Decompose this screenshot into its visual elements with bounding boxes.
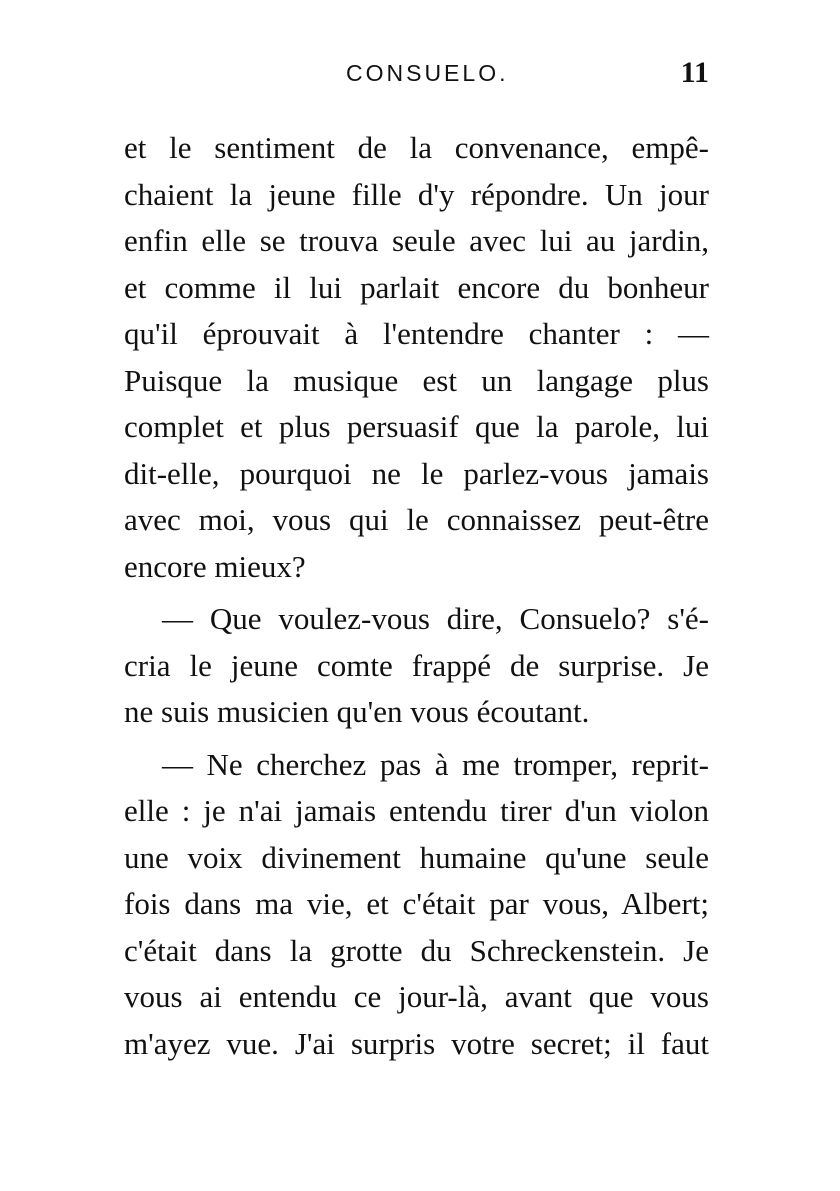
text-line: c'était dans la grotte du Schreckenstein. Je bbox=[124, 932, 709, 968]
text-line: encore mieux? bbox=[124, 548, 306, 584]
text-line: fois dans ma vie, et c'était par vous, Albert; bbox=[124, 886, 709, 921]
text-line: enfin elle se trouva seule avec lui au jardin, bbox=[124, 223, 709, 258]
page-header bbox=[124, 56, 709, 100]
running-title: CONSUELO. bbox=[346, 60, 509, 86]
paragraph bbox=[124, 596, 709, 736]
text-line: et comme il lui parlait encore du bonheur bbox=[124, 269, 709, 305]
text-line: — Ne cherchez pas à me tromper, reprit- bbox=[162, 746, 709, 782]
text-line: avec moi, vous qui le connaissez peut-être bbox=[124, 502, 709, 537]
text-line: et le sentiment de la convenance, empê- bbox=[124, 130, 709, 165]
text-line: — Que voulez-vous dire, Consuelo? s'é- bbox=[162, 601, 709, 636]
paragraph bbox=[124, 742, 709, 1068]
body-text bbox=[124, 125, 709, 1067]
paragraph bbox=[124, 125, 709, 590]
text-line: m'ayez vue. J'ai surpris votre secret; il faut bbox=[124, 1025, 709, 1061]
text-line: une voix divinement humaine qu'une seule bbox=[124, 839, 709, 875]
text-line: complet et plus persuasif que la parole, lui bbox=[124, 409, 709, 444]
text-line: ne suis musicien qu'en vous écoutant. bbox=[124, 694, 590, 729]
text-line: qu'il éprouvait à l'entendre chanter : — bbox=[124, 316, 709, 351]
text-line: Puisque la musique est un langage plus bbox=[124, 362, 709, 398]
text-line: vous ai entendu ce jour-là, avant que vous bbox=[124, 979, 709, 1014]
text-line: chaient la jeune fille d'y répondre. Un jour bbox=[124, 176, 709, 212]
page-number: 11 bbox=[680, 56, 709, 89]
text-line: elle : je n'ai jamais entendu tirer d'un violon bbox=[124, 793, 709, 828]
text-line: cria le jeune comte frappé de surprise. Je bbox=[124, 647, 709, 683]
text-line: dit-elle, pourquoi ne le parlez-vous jamais bbox=[124, 455, 709, 491]
